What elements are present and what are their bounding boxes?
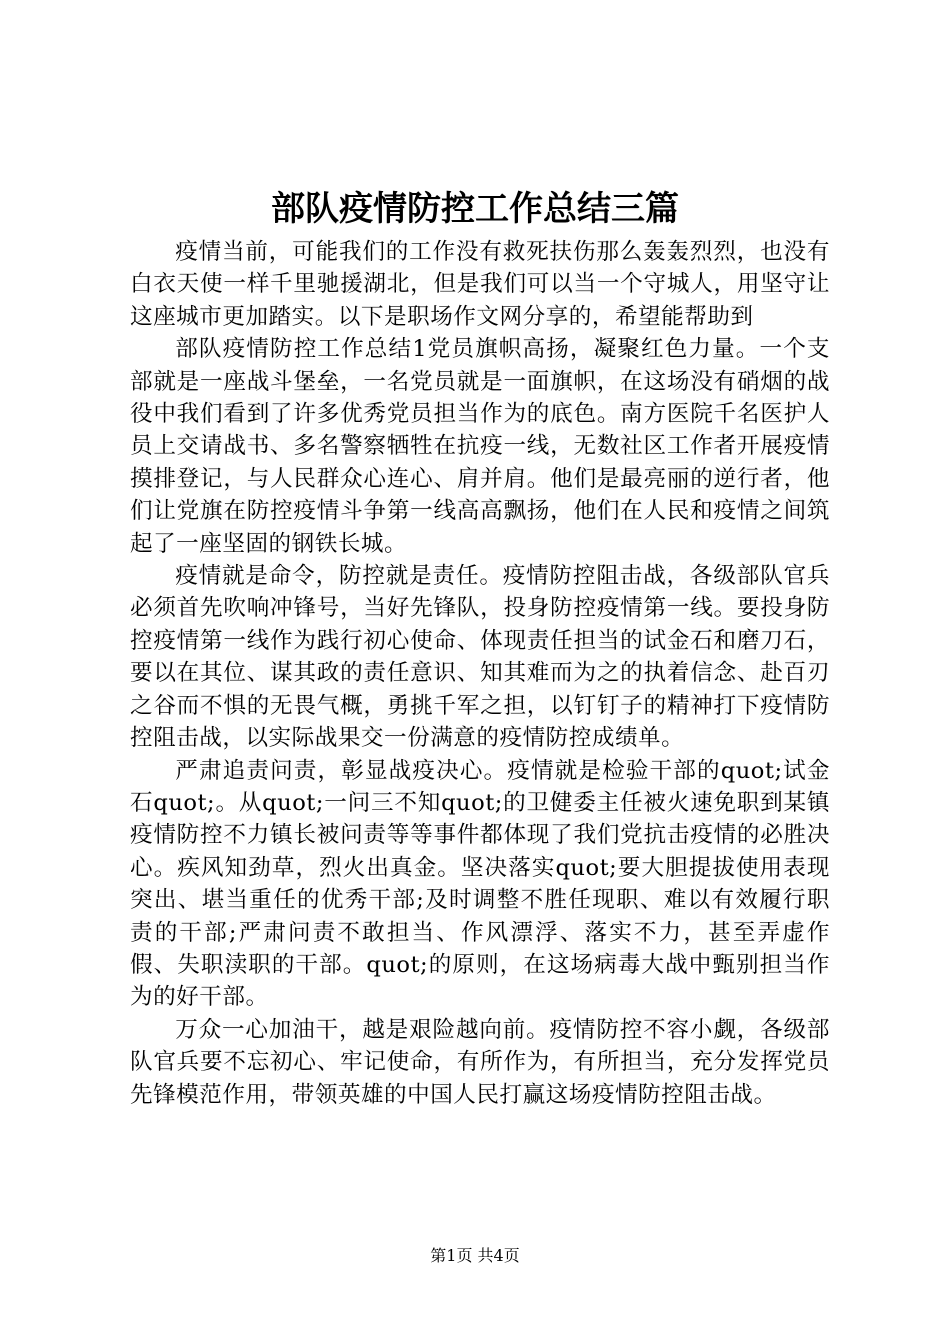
paragraph-epidemic-command: 疫情就是命令，防控就是责任。疫情防控阻击战，各级部队官兵必须首先吹响冲锋号，当好先锋队，投身防控疫情第一线。要投身防控疫情第一线作为践行初心使命、体现责任担当的试金石和磨刀石，要以在其位、谋其政的责任意识、知其难而为之的执着信念、赴百刃之谷而不惧的无畏气概，勇挑千军之担，以钉钉子的精神打下疫情防控阻击战，以实际战果交一份满意的疫情防控成绩单。 [130,563,830,752]
document-body [130,236,830,1111]
paragraph-accountability: 严肃追责问责，彰显战疫决心。疫情就是检验干部的quot;试金石quot;。从quot;一问三不知quot;的卫健委主任被火速免职到某镇疫情防控不力镇长被问责等等事件都体现了我们党抗击疫情的必胜决心。疾风知劲草，烈火出真金。坚决落实quot;要大胆提拔使用表现突出、堪当重任的优秀干部;及时调整不胜任现职、难以有效履行职责的干部;严肃问责不敢担当、作风漂浮、落实不力，甚至弄虚作假、失职渎职的干部。quot;的原则，在这场病毒大战中甄别担当作为的好干部。 [130,757,830,1011]
paragraph-united-effort: 万众一心加油干，越是艰险越向前。疫情防控不容小觑，各级部队官兵要不忘初心、牢记使命，有所作为，有所担当，充分发挥党员先锋模范作用，带领英雄的中国人民打赢这场疫情防控阻击战。 [130,1016,830,1108]
document-title: 部队疫情防控工作总结三篇 [271,189,679,229]
paragraph-party-flag: 部队疫情防控工作总结1党员旗帜高扬，凝聚红色力量。一个支部就是一座战斗堡垒，一名党员就是一面旗帜，在这场没有硝烟的战役中我们看到了许多优秀党员担当作为的底色。南方医院千名医护人员上交请战书、多名警察牺牲在抗疫一线，无数社区工作者开展疫情摸排登记，与人民群众心连心、肩并肩。他们是最亮丽的逆行者，他们让党旗在防控疫情斗争第一线高高飘扬，他们在人民和疫情之间筑起了一座坚固的钢铁长城。 [130,336,830,557]
page-number-footer: 第1页 共4页 [430,1246,520,1265]
paragraph-intro: 疫情当前，可能我们的工作没有救死扶伤那么轰轰烈烈，也没有白衣天使一样千里驰援湖北，但是我们可以当一个守城人，用坚守让这座城市更加踏实。以下是职场作文网分享的，希望能帮助到 [130,239,830,330]
